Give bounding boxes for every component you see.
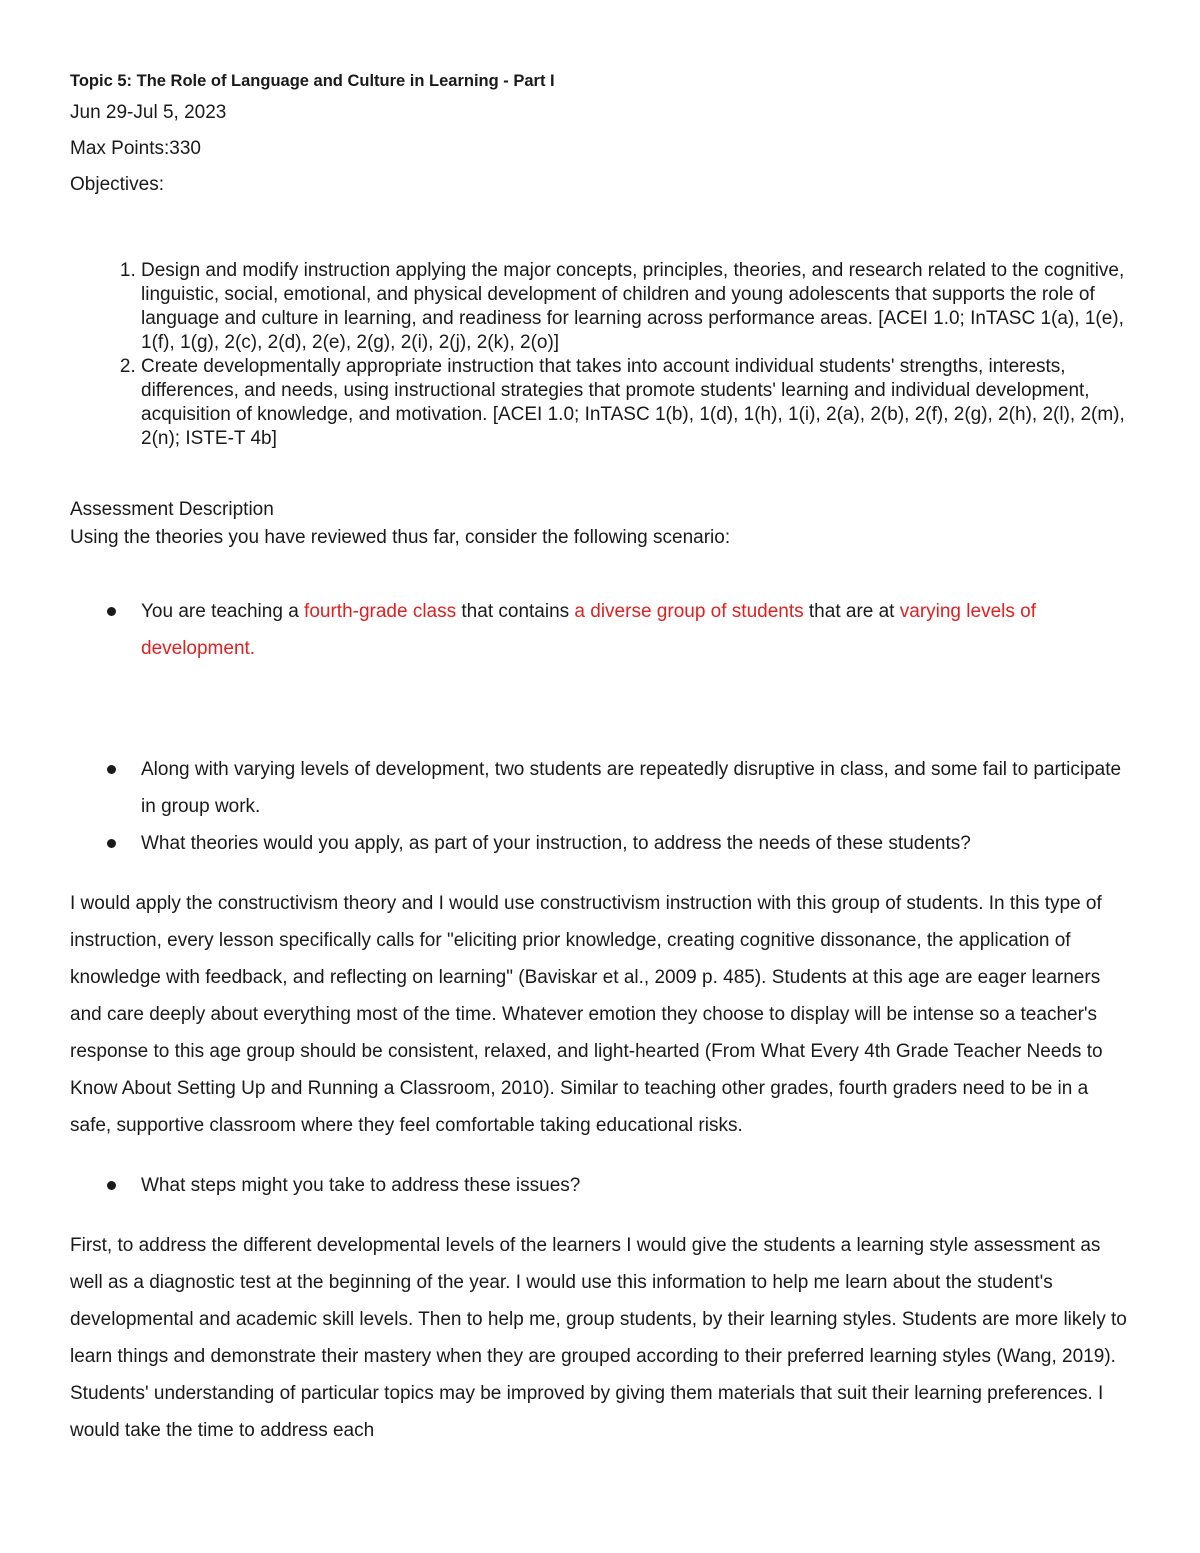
bullet-icon [107,765,116,774]
question-list [70,751,1130,862]
steps-list [70,1167,1130,1204]
disruptive-item [141,751,1130,825]
disruptive-text: Along with varying levels of development, two students are repeatedly disruptive in class, and some fail to participate in group work. [141,759,1122,817]
bullet-icon [107,839,116,848]
scenario-text-1: You are teaching a [141,601,305,622]
theories-question-text: What theories would you apply, as part of your instruction, to address the needs of these students? [141,833,971,854]
date-range: Jun 29-Jul 5, 2023 [70,102,227,123]
scenario-text-3: that are at [803,601,900,622]
steps-answer: First, to address the different developmental levels of the learners I would give the students a learning style assessment as well as a diagnostic test at the beginning of the year. I would use this information to help me learn about the student's developmental and academic skill levels. Then to help me, group students, by their learning styles. Students are more likely to learn things and demonstrate their mastery when they are grouped according to their preferred learning styles (Wang, 2019). Students' understanding of particular topics may be improved by giving them materials that suit their learning preferences. I would take the time to address each [70,1235,1127,1441]
scenario-item [141,593,1130,667]
scenario-text-2: that contains [456,601,575,622]
objective-item-1: 1. Design and modify instruction applying the major concepts, principles, theories, and research related to the cognitive, linguistic, social, emotional, and physical development of children and young adolescents that supports the role of language and culture in learning, and readiness for learning across performance areas. [ACEI 1.0; InTASC 1(a), 1(e), 1(f), 1(g), 2(c), 2(d), 2(e), 2(g), 2(i), 2(j), 2(k), 2(o)] [141,259,1130,355]
bullet-icon [107,607,116,616]
scenario-highlight-levels: varying levels of development. [141,601,1036,659]
objectives-label: Objectives: [70,174,164,195]
bullet-icon [107,1181,116,1190]
assessment-intro: Using the theories you have reviewed thus far, consider the following scenario: [70,527,731,548]
steps-question [141,1167,1130,1204]
document-title: Topic 5: The Role of Language and Culture in Learning - Part I [70,72,555,90]
scenario-list [70,593,1130,667]
objectives-list [70,259,1130,451]
objective-item-2: 2. Create developmentally appropriate instruction that takes into account individual students' strengths, interests, differences, and needs, using instructional strategies that promote students' learning and individual development, acquisition of knowledge, and motivation. [ACEI 1.0; InTASC 1(b), 1(d), 1(h), 1(i), 2(a), 2(b), 2(f), 2(g), 2(h), 2(l), 2(m), 2(n); ISTE-T 4b] [141,355,1130,451]
steps-question-text: What steps might you take to address these issues? [141,1175,581,1196]
max-points: Max Points:330 [70,138,201,159]
theories-question [141,825,1130,862]
scenario-highlight-diverse: a diverse group of students [574,601,804,622]
scenario-highlight-grade: fourth-grade class [304,601,457,622]
theories-answer: I would apply the constructivism theory and I would use constructivism instruction with this group of students. In this type of instruction, every lesson specifically calls for "eliciting prior knowledge, creating cognitive dissonance, the application of knowledge with feedback, and reflecting on learning" (Baviskar et al., 2009 p. 485). Students at this age are eager learners and care deeply about everything most of the time. Whatever emotion they choose to display will be intense so a teacher's response to this age group should be consistent, relaxed, and light-hearted (From What Every 4th Grade Teacher Needs to Know About Setting Up and Running a Classroom, 2010). Similar to teaching other grades, fourth graders need to be in a safe, supportive classroom where they feel comfortable taking educational risks. [70,893,1103,1136]
assessment-heading: Assessment Description [70,499,274,520]
